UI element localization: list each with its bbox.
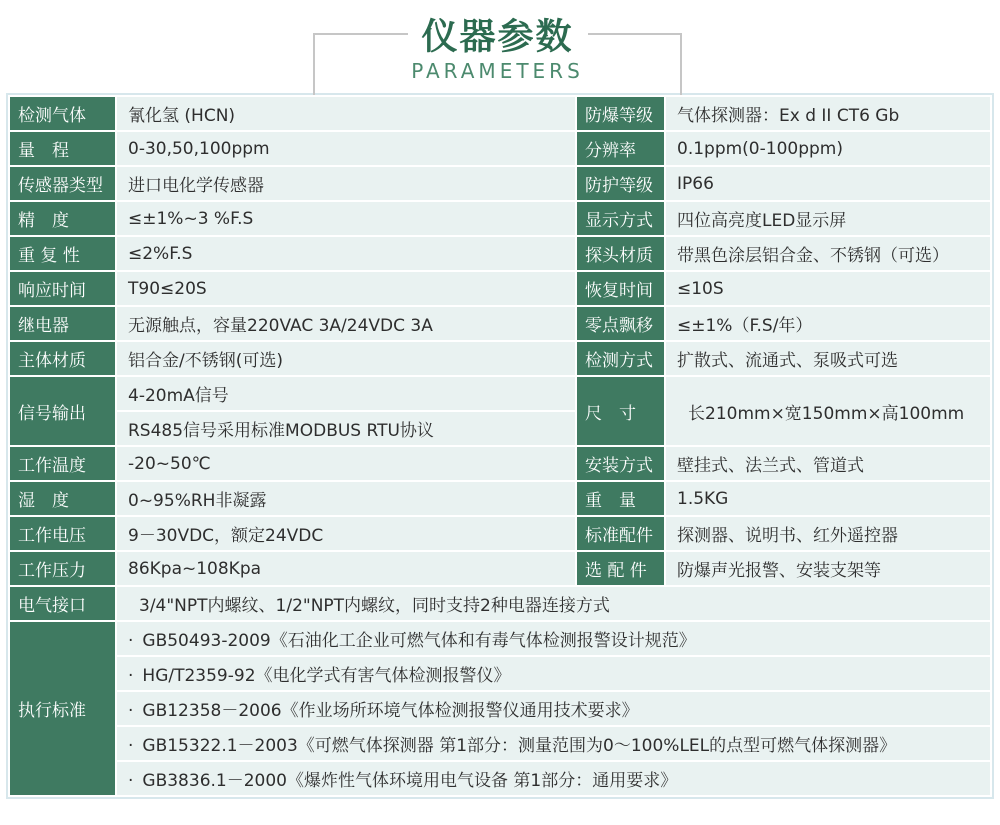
spec-value: 0.1ppm(0-100ppm) — [677, 138, 843, 159]
spec-value-cell — [666, 132, 990, 165]
bullet-icon: · — [128, 631, 134, 651]
table-row — [10, 622, 990, 655]
spec-label: 分辨率 — [585, 141, 636, 161]
spec-label-cell — [10, 482, 115, 515]
spec-value-cell — [117, 622, 990, 655]
spec-label: 重 复 性 — [18, 246, 80, 266]
spec-label: 响应时间 — [18, 281, 86, 301]
spec-value: 1.5KG — [677, 488, 729, 509]
spec-value: 0~95%RH非凝露 — [128, 491, 267, 511]
table-row — [10, 97, 990, 130]
spec-value-cell — [117, 727, 990, 760]
spec-label-cell — [577, 272, 664, 305]
spec-label-cell — [10, 132, 115, 165]
spec-label-cell — [10, 237, 115, 270]
spec-value-cell — [117, 587, 990, 620]
spec-value-cell — [666, 447, 990, 480]
spec-label-cell — [577, 237, 664, 270]
spec-label-cell — [10, 167, 115, 200]
spec-label: 检测气体 — [18, 106, 86, 126]
spec-value-cell — [117, 132, 575, 165]
spec-value: 3/4"NPT内螺纹、1/2"NPT内螺纹，同时支持2种电器连接方式 — [139, 596, 610, 616]
spec-label: 执行标准 — [18, 701, 86, 721]
spec-label: 选 配 件 — [585, 561, 647, 581]
spec-value: 气体探测器：Ex d II CT6 Gb — [677, 106, 900, 126]
spec-label-cell — [10, 587, 115, 620]
spec-label-cell — [577, 202, 664, 235]
spec-label-cell — [577, 342, 664, 375]
spec-label: 电气接口 — [18, 596, 86, 616]
spec-value: 长210mm×宽150mm×高100mm — [688, 403, 965, 424]
spec-value: 扩散式、流通式、泵吸式可选 — [677, 351, 898, 371]
table-row — [10, 447, 990, 480]
spec-label: 工作电压 — [18, 526, 86, 546]
spec-value-cell — [117, 377, 575, 410]
spec-label: 安装方式 — [585, 456, 653, 476]
spec-label-cell — [10, 447, 115, 480]
spec-label: 零点飘移 — [585, 316, 653, 336]
spec-value: 铝合金/不锈钢(可选) — [128, 351, 283, 371]
spec-label-cell — [577, 97, 664, 130]
spec-label-cell — [577, 552, 664, 585]
spec-label: 检测方式 — [585, 351, 653, 371]
spec-value-cell — [666, 482, 990, 515]
spec-value-cell — [117, 167, 575, 200]
table-row — [10, 342, 990, 375]
table-row — [10, 482, 990, 515]
spec-label: 防护等级 — [585, 176, 653, 196]
spec-value-cell — [117, 692, 990, 725]
table-row — [10, 307, 990, 340]
spec-label-cell — [10, 377, 115, 445]
spec-value: 壁挂式、法兰式、管道式 — [677, 456, 864, 476]
spec-value-cell — [117, 482, 575, 515]
spec-value-cell — [117, 237, 575, 270]
spec-value: IP66 — [677, 173, 714, 194]
spec-value: ≤±1%~3 %F.S — [128, 208, 254, 229]
spec-value: GB50493-2009《石油化工企业可燃气体和有毒气体检测报警设计规范》 — [142, 631, 696, 651]
table-row — [10, 377, 990, 410]
spec-label: 精 度 — [18, 211, 69, 231]
parameters-table — [8, 95, 992, 797]
spec-label-cell — [577, 132, 664, 165]
table-row — [10, 517, 990, 550]
spec-label: 工作温度 — [18, 456, 86, 476]
spec-label-cell — [10, 552, 115, 585]
spec-value-cell — [117, 552, 575, 585]
page-subtitle: PARAMETERS — [411, 59, 584, 83]
spec-value: RS485信号采用标准MODBUS RTU协议 — [128, 421, 434, 441]
spec-value: ≤±1%（F.S/年） — [677, 316, 813, 336]
table-row — [10, 272, 990, 305]
spec-value: 防爆声光报警、安装支架等 — [677, 561, 881, 581]
spec-label: 尺 寸 — [585, 403, 636, 424]
spec-value: 无源触点，容量220VAC 3A/24VDC 3A — [128, 316, 433, 336]
spec-label-cell — [577, 167, 664, 200]
table-row — [10, 587, 990, 620]
spec-label-cell — [10, 622, 115, 795]
spec-label: 标准配件 — [585, 526, 653, 546]
bullet-icon: · — [128, 701, 134, 721]
spec-value: -20~50℃ — [128, 453, 211, 474]
spec-label-cell — [577, 447, 664, 480]
spec-label: 防爆等级 — [585, 106, 653, 126]
spec-value: 带黑色涂层铝合金、不锈钢（可选） — [677, 246, 949, 266]
spec-value: 进口电化学传感器 — [128, 176, 264, 196]
spec-value: GB3836.1－2000《爆炸性气体环境用电气设备 第1部分：通用要求》 — [142, 771, 678, 791]
spec-value: 86Kpa~108Kpa — [128, 558, 262, 579]
spec-value-cell — [666, 167, 990, 200]
table-row — [10, 167, 990, 200]
spec-value: 4-20mA信号 — [128, 386, 229, 406]
spec-value-cell — [666, 517, 990, 550]
page-title: 仪器参数 — [407, 8, 587, 59]
spec-label: 继电器 — [18, 316, 69, 336]
spec-label-cell — [577, 517, 664, 550]
spec-value-cell — [117, 272, 575, 305]
spec-value-cell — [666, 307, 990, 340]
spec-value-cell — [666, 552, 990, 585]
spec-label: 工作压力 — [18, 561, 86, 581]
spec-label-cell — [10, 272, 115, 305]
spec-value-cell — [666, 237, 990, 270]
spec-value-cell — [117, 97, 575, 130]
spec-label-cell — [577, 482, 664, 515]
spec-value-cell — [117, 657, 990, 690]
spec-value-cell — [117, 762, 990, 795]
spec-value-cell — [666, 202, 990, 235]
spec-table-body — [10, 97, 990, 795]
table-row — [10, 202, 990, 235]
spec-value-cell — [666, 377, 990, 445]
spec-value-cell — [117, 307, 575, 340]
spec-label: 探头材质 — [585, 246, 653, 266]
spec-value: GB12358－2006《作业场所环境气体检测报警仪通用技术要求》 — [142, 701, 639, 721]
spec-value-cell — [117, 202, 575, 235]
spec-value: 探测器、说明书、红外遥控器 — [677, 526, 898, 546]
spec-value: T90≤20S — [128, 278, 207, 299]
spec-label-cell — [10, 97, 115, 130]
spec-label-cell — [577, 377, 664, 445]
table-row — [10, 237, 990, 270]
spec-label-cell — [577, 307, 664, 340]
table-row — [10, 657, 990, 690]
title-bracket — [313, 16, 682, 95]
table-row — [10, 692, 990, 725]
spec-value: 氰化氢 (HCN) — [128, 106, 236, 126]
bullet-icon: · — [128, 736, 134, 756]
spec-value: ≤2%F.S — [128, 243, 193, 264]
table-row — [10, 132, 990, 165]
spec-value-cell — [117, 447, 575, 480]
spec-value-cell — [117, 412, 575, 445]
table-row — [10, 762, 990, 795]
spec-label-cell — [10, 342, 115, 375]
spec-value: GB15322.1－2003《可燃气体探测器 第1部分：测量范围为0～100%LEL的点型可燃气体探测器》 — [142, 736, 897, 756]
bullet-icon: · — [128, 771, 134, 791]
spec-label: 湿 度 — [18, 491, 69, 511]
header — [0, 0, 1000, 95]
spec-label: 信号输出 — [18, 403, 86, 424]
spec-value: 9－30VDC，额定24VDC — [128, 526, 324, 546]
table-row — [10, 552, 990, 585]
spec-value-cell — [117, 517, 575, 550]
spec-label: 恢复时间 — [585, 281, 653, 301]
spec-value-cell — [666, 97, 990, 130]
spec-label-cell — [10, 307, 115, 340]
spec-label: 显示方式 — [585, 211, 653, 231]
spec-label-cell — [10, 517, 115, 550]
spec-value: HG/T2359-92《电化学式有害气体检测报警仪》 — [142, 666, 511, 686]
spec-label: 重 量 — [585, 491, 636, 511]
spec-label: 传感器类型 — [18, 176, 103, 196]
bullet-icon: · — [128, 666, 134, 686]
spec-value-cell — [666, 342, 990, 375]
spec-value-cell — [117, 342, 575, 375]
spec-label: 主体材质 — [18, 351, 86, 371]
spec-value-cell — [666, 272, 990, 305]
spec-value: 四位高亮度LED显示屏 — [677, 211, 847, 231]
spec-value: 0-30,50,100ppm — [128, 138, 270, 159]
spec-value: ≤10S — [677, 278, 724, 299]
spec-label: 量 程 — [18, 141, 69, 161]
table-row — [10, 727, 990, 760]
spec-label-cell — [10, 202, 115, 235]
